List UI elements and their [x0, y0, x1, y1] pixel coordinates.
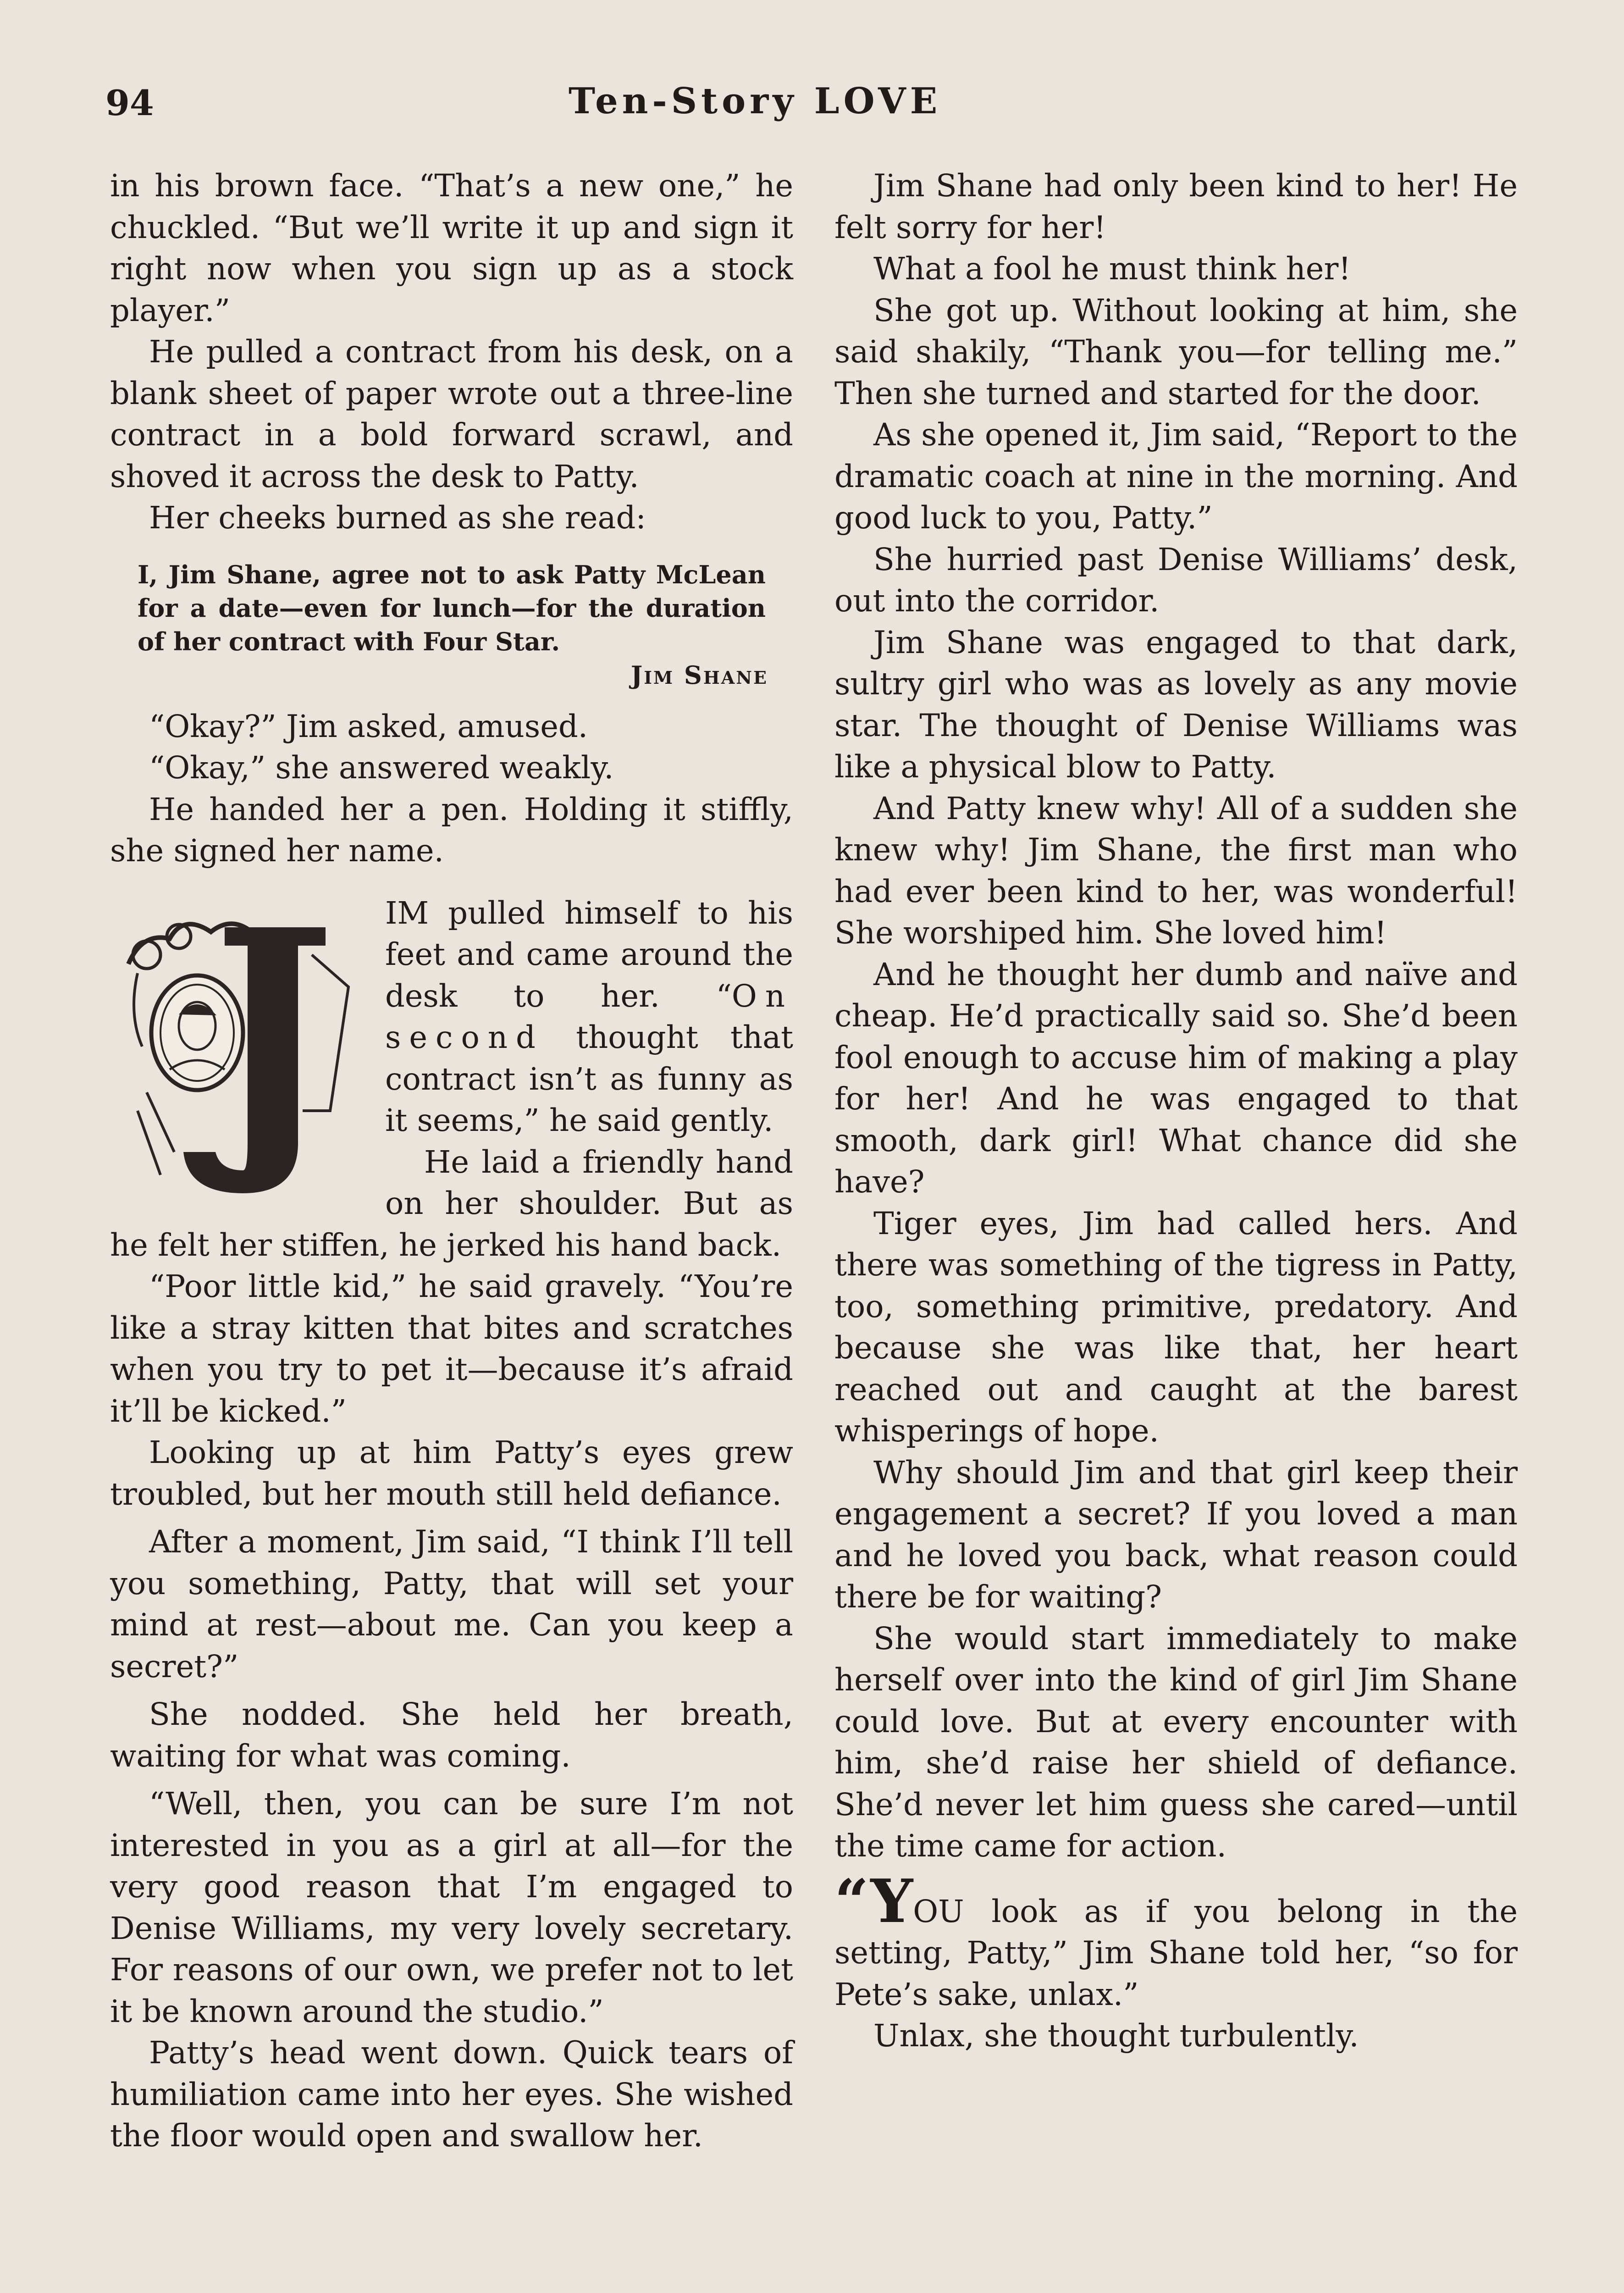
paragraph: He pulled a contract from his desk, on a blank sheet of paper wrote out a three-line contract in a bold forward scrawl, and shoved it across the desk to Patty.: [110, 334, 793, 494]
left-column: [110, 165, 793, 2157]
dropcap-text-continued: thought that contract isn’t as funny as it seems,” he said gently.: [385, 1019, 793, 1138]
paragraph: Jim Shane had only been kind to her! He felt sorry for her!: [834, 168, 1518, 245]
paragraph: in his brown face. “That’s a new one,” he chuckled. “But we’ll write it up and sign it right now when you sign up as a stock player.”: [110, 168, 793, 328]
portrait-dropcap-illustration: [110, 895, 371, 1198]
running-title: Ten-Story LOVE: [569, 80, 942, 122]
paragraph: “Well, then, you can be sure I’m not interested in you as a girl at all—for the very good reason that I’m engaged to Denise Williams, my very lovely secretary. For reasons of our own, we prefer not to let it be known around the studio.”: [110, 1786, 793, 2029]
paragraph: What a fool he must think her!: [873, 251, 1351, 287]
paragraph: Looking up at him Patty’s eyes grew troubled, but her mouth still held defiance.: [110, 1435, 793, 1512]
paragraph: Her cheeks burned as she read:: [149, 500, 646, 536]
paragraph: He handed her a pen. Holding it stiffly, she signed her name.: [110, 791, 793, 869]
paragraph: After a moment, Jim said, “I think I’ll tell you something, Patty, that will set your mind at rest—about me. Can you keep a secret?”: [110, 1524, 793, 1684]
spaced-text: On second: [385, 978, 793, 1055]
decorative-dropcap: [110, 895, 371, 1198]
paragraph: “Poor little kid,” he said gravely. “You’re like a stray kitten that bites and scratches when you try to pet it—because it’s afraid it’ll be kicked.”: [110, 1268, 793, 1429]
paragraph: As she opened it, Jim said, “Report to the dramatic coach at nine in the morning. And good luck to you, Patty.”: [834, 417, 1518, 536]
paragraph: She hurried past Denise Williams’ desk, out into the corridor.: [834, 541, 1518, 619]
paragraph: He laid a friendly hand on her shoulder. But as he felt her stiffen, he jerked his hand back.: [110, 1144, 793, 1263]
page-header: [0, 76, 1624, 131]
section-initial: “Y: [834, 1866, 913, 1936]
contract-signature: Jim Shane: [630, 660, 768, 690]
dropcap-paragraph: [110, 892, 793, 1141]
paragraph: She got up. Without looking at him, she said shakily, “Thank you—for telling me.” Then she turned and started for the door.: [834, 292, 1518, 411]
paragraph: “Okay?” Jim asked, amused.: [149, 708, 588, 744]
contract-text: I, Jim Shane, agree not to ask Patty McLean for a date—even for lunch—for the duration of her contract with Four Star.: [138, 559, 766, 656]
paragraph: Jim Shane was engaged to that dark, sultry girl who was as lovely as any movie star. The thought of Denise Williams was like a physical blow to Patty.: [834, 624, 1518, 785]
paragraph: “Okay,” she answered weakly.: [149, 750, 614, 786]
paragraph: Unlax, she thought turbulently.: [873, 2018, 1359, 2054]
paragraph: And Patty knew why! All of a sudden she knew why! Jim Shane, the first man who had ever been kind to her, was wonderful! She worshiped him. She loved him!: [834, 790, 1518, 951]
paragraph: Patty’s head went down. Quick tears of humiliation came into her eyes. She wished the floor would open and swallow her.: [110, 2035, 793, 2154]
paragraph: She would start immediately to make herself over into the kind of girl Jim Shane could love. But at every encounter with him, she’d raise her shield of defiance. She’d never let him guess she cared—until the time came for action.: [834, 1620, 1518, 1864]
paragraph: And he thought her dumb and naïve and cheap. He’d practically said so. She’d been fool enough to accuse him of making a play for her! And he was engaged to that smooth, dark girl! What chance did she have?: [834, 956, 1518, 1200]
paragraph: She nodded. She held her breath, waiting for what was coming.: [110, 1696, 793, 1774]
section-opening-paragraph: [834, 1866, 1518, 2016]
paragraph: Why should Jim and that girl keep their engagement a secret? If you loved a man and he loved you back, what reason could there be for waiting?: [834, 1454, 1518, 1615]
right-column: [834, 165, 1518, 2057]
section-text: OU look as if you belong in the setting, Patty,” Jim Shane told her, “so for Pete’s sake, unlax.”: [834, 1893, 1518, 2012]
paragraph: Tiger eyes, Jim had called hers. And there was something of the tigress in Patty, too, something primitive, predatory. And because she was like that, her heart reached out and caught at the barest whisperings of hope.: [834, 1205, 1518, 1449]
contract-quote: [138, 558, 766, 692]
dropcap-text: IM pulled himself to his feet and came around the desk to her. “: [385, 895, 793, 1014]
page-number: 94: [105, 83, 154, 123]
